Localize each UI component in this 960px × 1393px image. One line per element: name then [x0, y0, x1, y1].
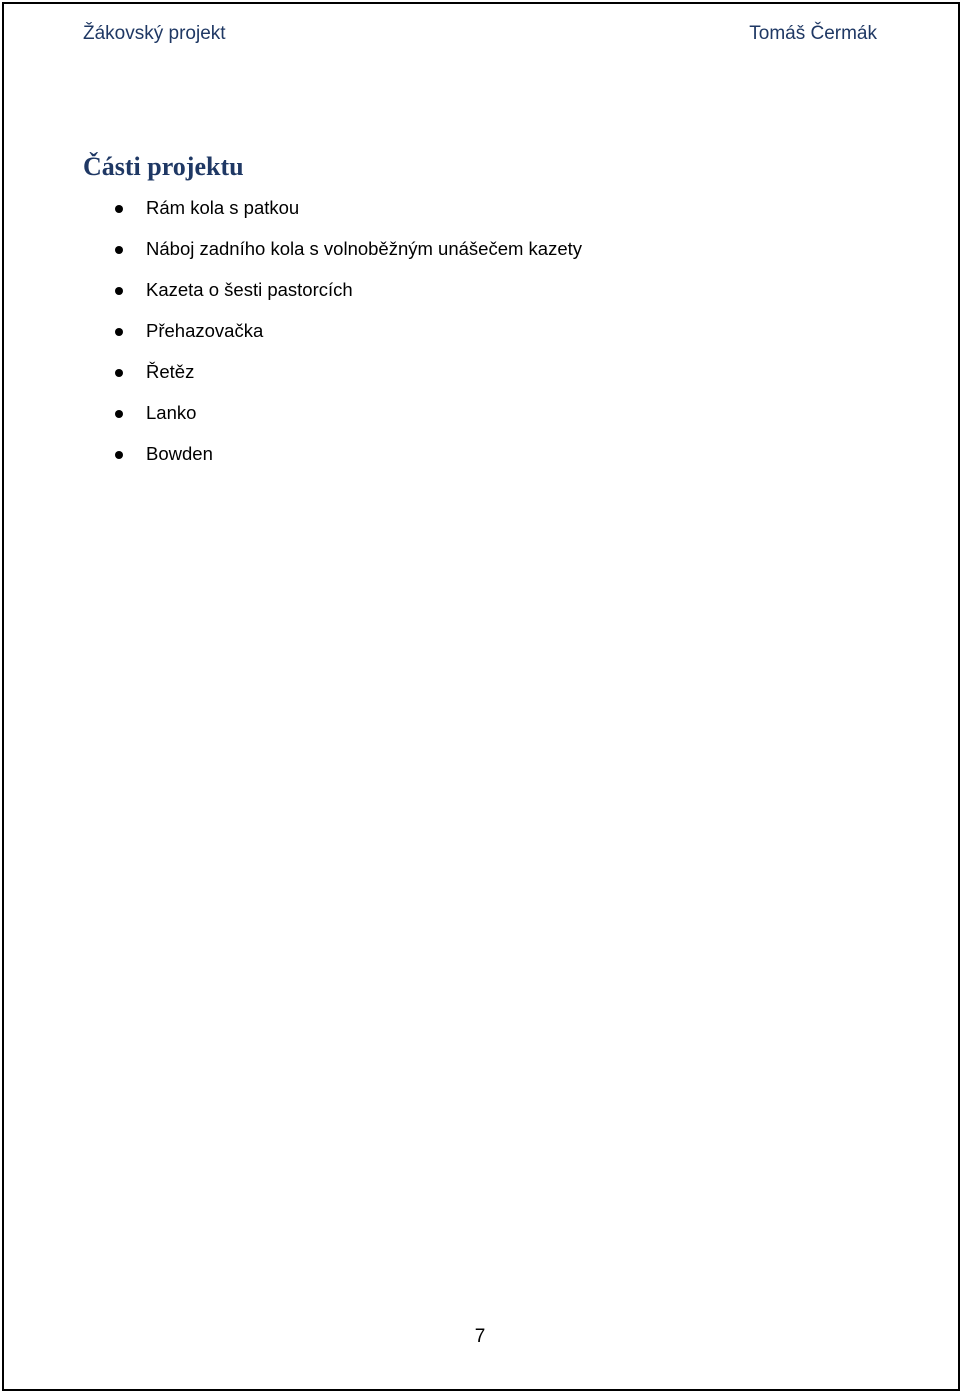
list-item-text: Lanko: [146, 402, 197, 423]
bullet-icon: [115, 328, 123, 336]
list-item-text: Náboj zadního kola s volnoběžným unášečem kazety: [146, 238, 583, 259]
header-project-title: Žákovský projekt: [83, 23, 226, 44]
page-number: 7: [474, 1326, 486, 1347]
bullet-icon: [115, 205, 123, 213]
list-item-text: Rám kola s patkou: [146, 197, 300, 218]
list-item-text: Kazeta o šesti pastorcích: [146, 279, 353, 300]
list-item-text: Přehazovačka: [146, 320, 264, 341]
bullet-icon: [115, 451, 123, 459]
section-heading: Části projektu: [83, 152, 244, 181]
bullet-icon: [115, 246, 123, 254]
bullet-icon: [115, 287, 123, 295]
header-author-name: Tomáš Čermák: [749, 23, 877, 44]
bullet-icon: [115, 410, 123, 418]
list-item-text: Řetěz: [146, 361, 195, 382]
bullet-icon: [115, 369, 123, 377]
list-item-text: Bowden: [146, 443, 213, 464]
